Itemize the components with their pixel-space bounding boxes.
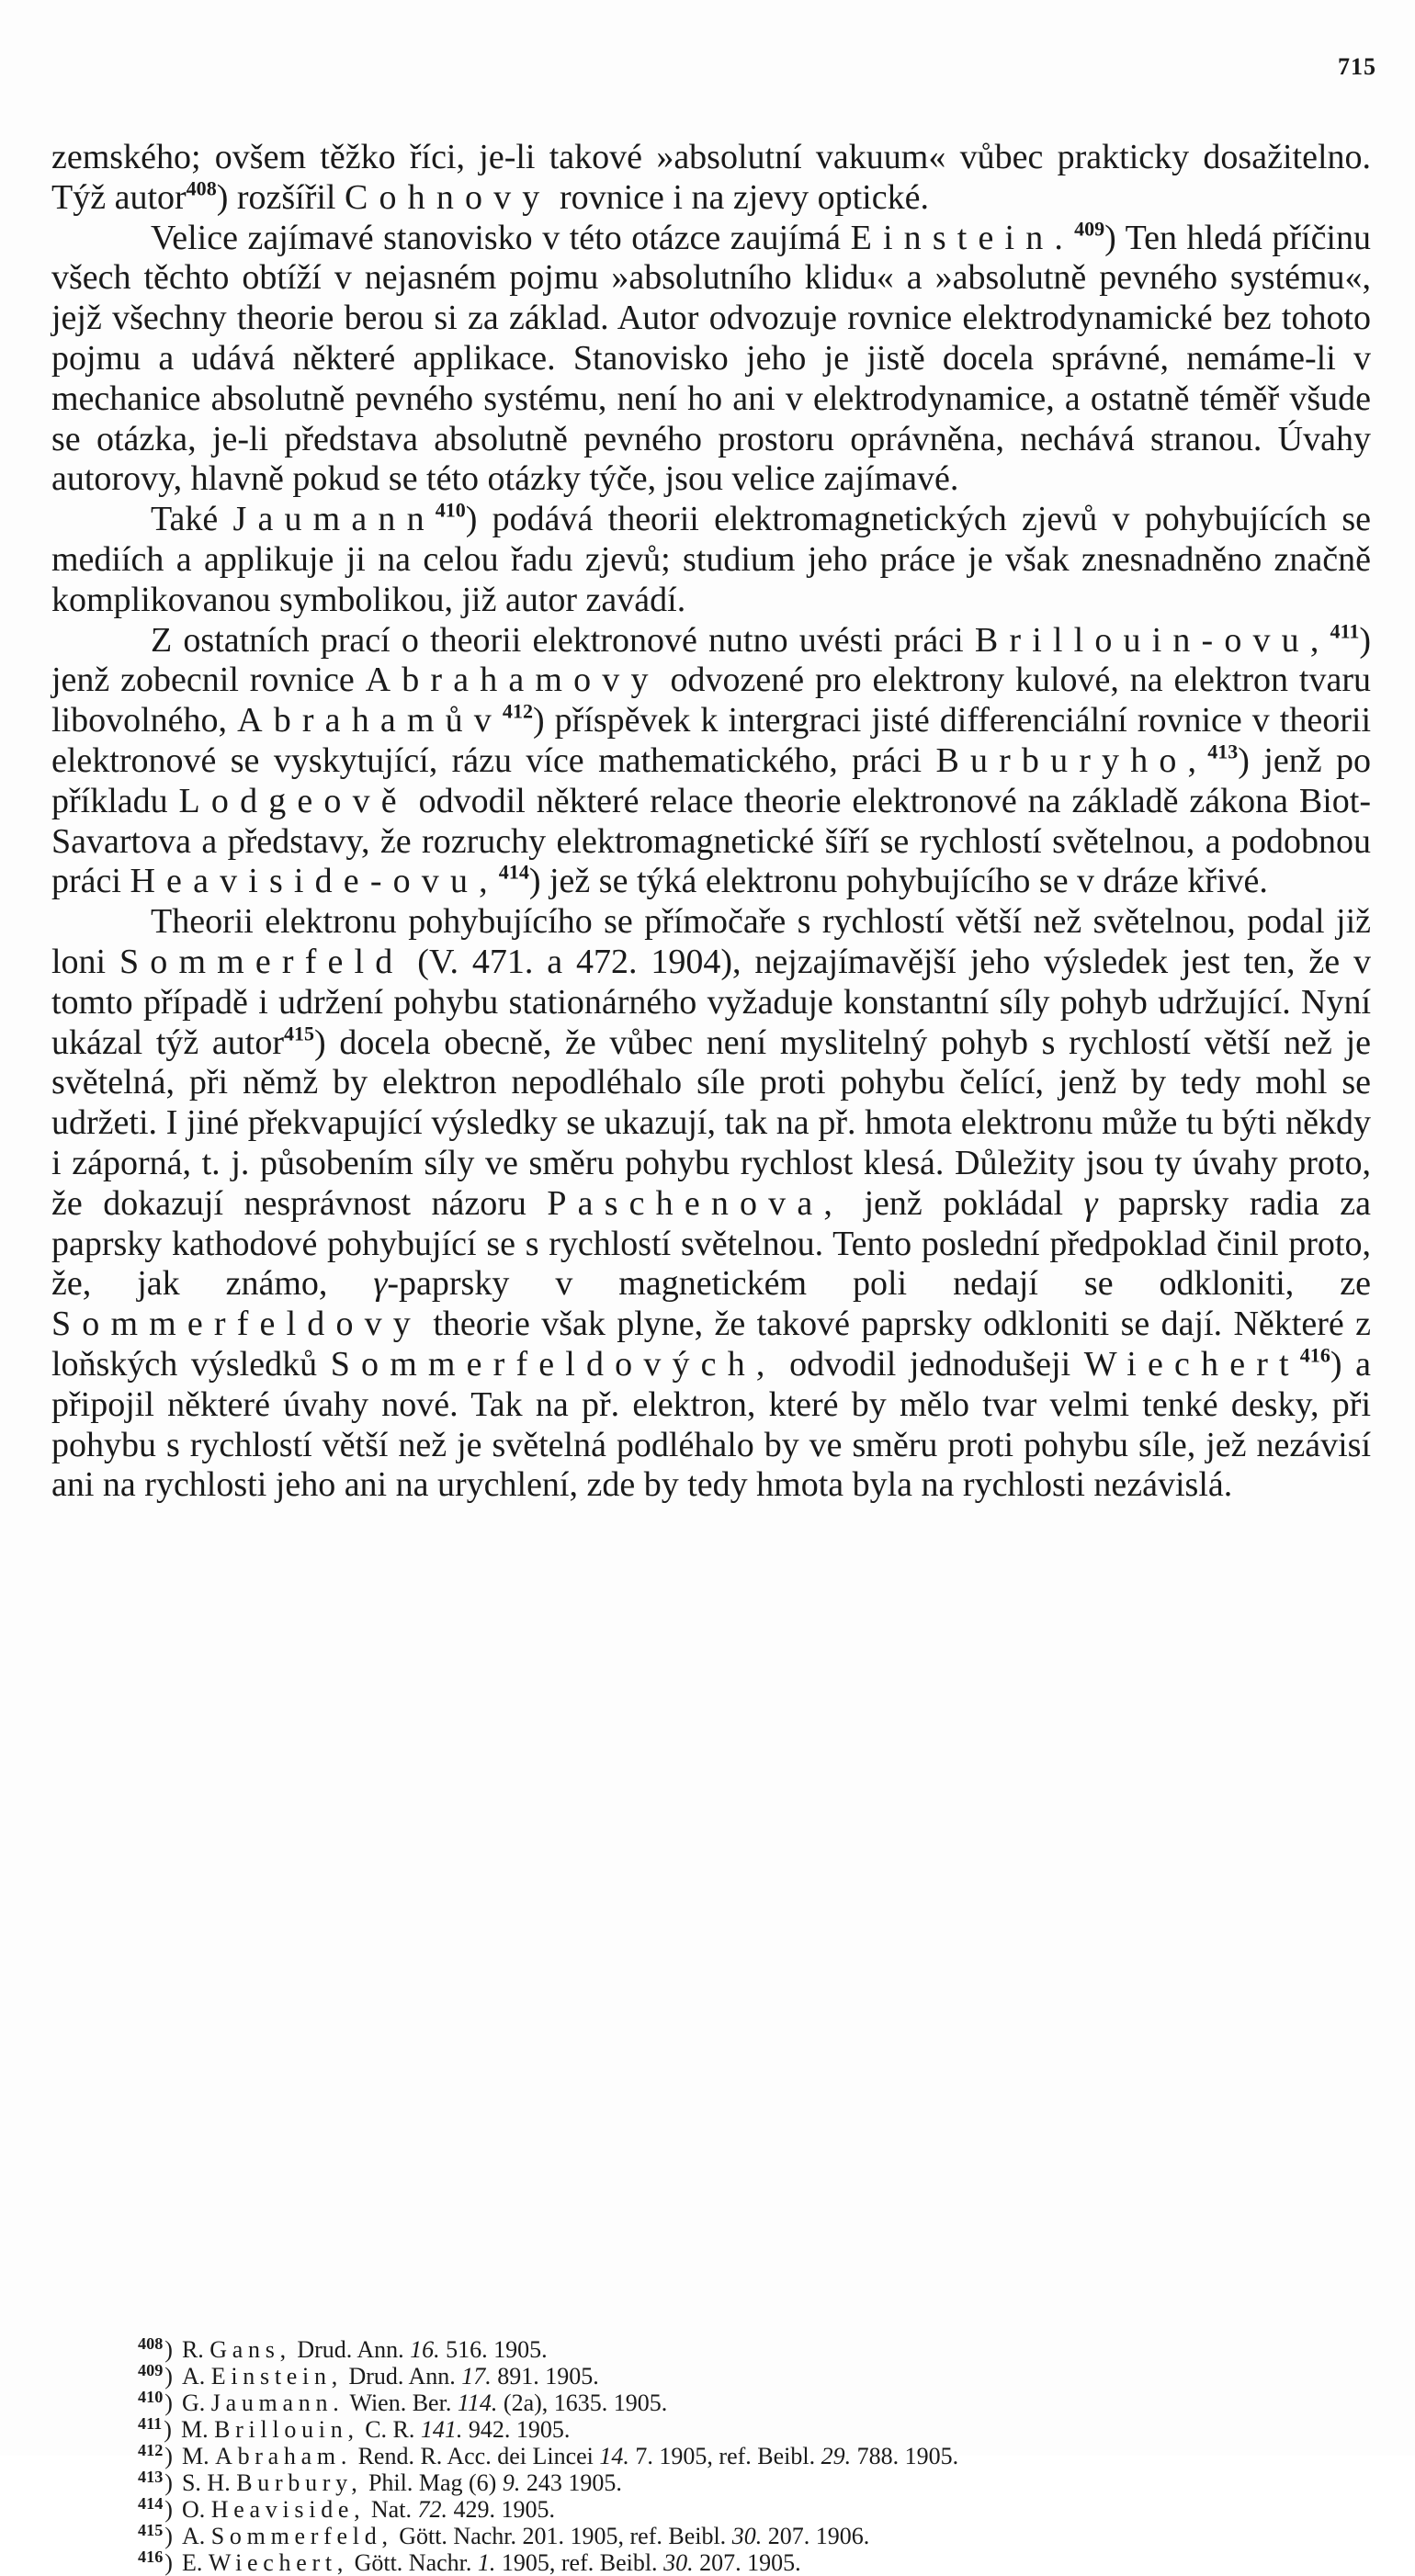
text-run: R. (181, 2336, 210, 2363)
spaced-name: Sommerfeldových, (330, 1344, 776, 1384)
text-run: ) jenž po příkladu (51, 740, 1371, 820)
text-run: 942. 1905. (462, 2416, 571, 2443)
text-run: ) rozšířil (216, 177, 345, 217)
footnote (138, 2360, 1378, 2390)
spaced-name: Einstein, (210, 2363, 343, 2390)
text-run: odvodil některé relace theorie elektronové na základě zákona Biot-Savartova a představy, že rozruchy elektromagnetické šíří se rychlostí světelnou, a podobnou práci (51, 781, 1371, 901)
spaced-name: Jaumann (232, 500, 436, 539)
footnote-paren: ) (164, 2523, 173, 2549)
text-run: -paprsky v magnetickém poli nedají se odkloniti, ze (387, 1264, 1371, 1304)
text-run: ) příspěvek k intergraci jisté differenciální rovnice v theorii elektronové se vyskytující, rázu více mathematického, práci (51, 701, 1372, 780)
text-run: paprsky radia za paprsky kathodové pohybující se s rychlostí světelnou. Tento poslední předpoklad činil proto, že, jak známo, (51, 1183, 1371, 1304)
text-run: E. (181, 2549, 209, 2576)
spaced-name: Paschenova, (547, 1183, 844, 1223)
footnote-number: 410 (138, 2387, 164, 2406)
footnote-ref: 412 (502, 699, 533, 723)
text-run: 429. 1905. (447, 2496, 555, 2523)
spaced-name: Wiechert (1083, 1344, 1300, 1384)
spaced-name: Wiechert, (208, 2549, 349, 2576)
text-run: 7. 1905, ref. Beibl. (628, 2443, 821, 2469)
spaced-name: Burburyho, (935, 740, 1208, 780)
footnote-ref: 408 (186, 176, 217, 200)
footnote-number: 414 (138, 2493, 164, 2513)
paragraph (51, 219, 1371, 501)
text-run: A. (181, 2363, 211, 2390)
text-run: jenž pokládal (843, 1183, 1084, 1223)
text-run: Rend. R. Acc. dei Lincei (352, 2443, 600, 2469)
text-run: 207. 1905. (693, 2549, 801, 2576)
footnote (138, 2549, 1378, 2576)
text-run: ) docela obecně, že vůbec není myslitelný pohyb s rychlostí větší než je světelná, při němž by elektron nepodléhalo síle proti pohybu čelící, jenž by tedy mohl se udržeti. I jiné překvapující výsledky se ukazují, tak na př. hmota elektronu může tu býti někdy i záporná, t. j. působením síly ve směru pohybu rychlost klesá. Důležity jsou ty úvahy proto, že dokazují nesprávnost názoru (51, 1022, 1371, 1223)
paragraph (51, 621, 1371, 903)
text-run: 788. 1905. (851, 2443, 959, 2469)
text-run: ) jenž zobecnil rovnice (51, 620, 1371, 700)
paragraph (51, 500, 1371, 620)
text-run: 516. 1905. (439, 2336, 548, 2363)
spaced-name: Abraham. (215, 2443, 353, 2469)
footnote-paren: ) (164, 2336, 173, 2363)
italic-text: 30. (731, 2523, 763, 2549)
text-run: 207. 1906. (762, 2523, 870, 2549)
spaced-name: Sommerfeldovy (51, 1305, 422, 1344)
footnote (138, 2387, 1378, 2416)
italic-text: 72. (417, 2496, 447, 2523)
footnote-number: 416 (138, 2547, 164, 2566)
text-run: 243 1905. (520, 2469, 622, 2496)
italic-text: 14. (599, 2443, 629, 2469)
text-run: Gött. Nachr. 201. 1905, ref. Beibl. (392, 2523, 732, 2549)
italic-text: 114. (457, 2390, 498, 2416)
italic-text: 30. (663, 2549, 694, 2576)
footnote-paren: ) (164, 2416, 172, 2443)
footnote-ref: 416 (1299, 1343, 1330, 1367)
spaced-name: Burbury, (236, 2469, 363, 2496)
footnote-number: 409 (138, 2360, 164, 2379)
text-run: ) podává theorii elektromagnetických zjevů v pohybujících se mediích a applikuje ji na celou řadu zjevů; studium jeho práce je však znesnadněno značně komplikovanou symbolikou, již autor zavádí. (51, 500, 1371, 619)
italic-text: 1. (477, 2549, 496, 2576)
footnote (138, 2333, 1378, 2363)
spaced-name: Jaumann. (210, 2390, 345, 2416)
text-run: Drud. Ann. (290, 2336, 411, 2363)
text-run: (2a), 1635. 1905. (497, 2390, 668, 2416)
footnote-ref: 411 (1330, 619, 1360, 643)
footnote (138, 2520, 1378, 2549)
italic-text: 16. (410, 2336, 440, 2363)
text-run: Theorii elektronu pohybujícího se přímočaře s rychlostí větší než světelnou, podal již loni (51, 902, 1371, 981)
text-run: O. (181, 2496, 211, 2523)
footnote (138, 2413, 1378, 2443)
footnote-paren: ) (164, 2443, 173, 2469)
footnote-number: 412 (138, 2440, 164, 2459)
footnote-paren: ) (164, 2469, 173, 2496)
spaced-name: Abrahamovy (365, 661, 660, 700)
body-text (51, 138, 1371, 1506)
text-run: Velice zajímavé stanovisko v této otázce zaujímá (151, 218, 851, 257)
footnote (138, 2493, 1378, 2523)
text-run: ) jež se týká elektronu pohybujícího se v dráze křivé. (528, 862, 1268, 901)
footnote (138, 2440, 1378, 2469)
spaced-name: Brillouin, (214, 2416, 359, 2443)
spaced-name: Gans, (209, 2336, 291, 2363)
italic-text: 29. (821, 2443, 852, 2469)
italic-text: 17. (461, 2363, 492, 2390)
text-run: Drud. Ann. (342, 2363, 462, 2390)
text-run: zemského; ovšem těžko říci, je-li takové »absolutní vakuum« vůbec prakticky dosažitelno. Týž autor (51, 138, 1371, 217)
text-run: Také (151, 500, 233, 539)
text-run: M. (181, 2443, 216, 2469)
footnote (138, 2469, 1378, 2496)
italic-text: 141. (420, 2416, 463, 2443)
text-run: Nat. (365, 2496, 418, 2523)
spaced-name: Brillouin-ovu, (974, 620, 1330, 660)
spaced-name: Lodgeově (178, 781, 408, 820)
spaced-name: Sommerfeld, (210, 2523, 393, 2549)
footnote-ref: 413 (1207, 740, 1239, 763)
text-run: G. (181, 2390, 211, 2416)
text-run: odvodil jednodušeji (775, 1344, 1084, 1384)
footnote-paren: ) (164, 2363, 173, 2390)
footnote-number: 415 (138, 2520, 164, 2539)
text-run: (V. 471. a 472. 1904), nejzajímavější jeho výsledek jest ten, že v tomto případě i udržení pohybu stationárného vyžaduje konstantní síly pohyb udržující. Nyní ukázal týž autor (51, 942, 1371, 1062)
spaced-name: Abrahamův (237, 701, 503, 740)
text-run: Gött. Nachr. (348, 2549, 478, 2576)
footnote-paren: ) (164, 2496, 173, 2523)
text-run: Wien. Ber. (344, 2390, 458, 2416)
footnote-ref: 409 (1074, 217, 1105, 241)
text-run: Phil. Mag (6) (362, 2469, 503, 2496)
text-run: C. R. (358, 2416, 421, 2443)
text-run: ) Ten hledá příčinu všech těchto obtíží v nejasném pojmu »absolutního klidu« a »absolutně pevného systému«, jejž všechny theorie berou si za základ. Autor odvozuje rovnice elektrodynamické bez tohoto pojmu a udává některé applikace. Stanovisko jeho je jistě docela správné, nemáme-li v mechanice absolutně pevného systému, není ho ani v elektrodynamice, a ostatně téměř všude se otázka, je-li představa absolutně pevného prostoru oprávněna, nechává stranou. Úvahy autorovy, hlavně pokud se této otázky týče, jsou velice zajímavé. (51, 218, 1371, 499)
spaced-name: Sommerfeld (119, 942, 404, 981)
footnote-ref: 414 (498, 861, 529, 885)
footnote-paren: ) (164, 2549, 173, 2576)
text-run: theorie však plyne, že takové paprsky odkloniti se dají. Některé z loňských výsledků (51, 1305, 1371, 1384)
text-run: odvozené pro elektrony kulové, na elektron tvaru libovolného, (51, 661, 1371, 740)
text-run: rovnice i na zjevy optické. (550, 177, 929, 217)
footnote-ref: 415 (284, 1022, 315, 1045)
text-run: A. (181, 2523, 211, 2549)
footnote-number: 408 (138, 2333, 164, 2353)
page-number: 715 (1338, 53, 1376, 80)
spaced-name: Cohnovy (345, 177, 551, 217)
footnotes (138, 2333, 1378, 2576)
paragraph (51, 902, 1371, 1506)
text-run: S. H. (181, 2469, 237, 2496)
spaced-name: Heaviside, (210, 2496, 366, 2523)
text-run: ) a připojil některé úvahy nové. Tak na př. elektron, které by mělo tvar velmi tenké desky, při pohybu s rychlostí větší než je světelná podléhalo by ve směru proti pohybu síle, jež nezávisí ani na rychlosti jeho ani na urychlení, zde by tedy hmota byla na rychlosti nezávislá. (51, 1344, 1371, 1505)
footnote-number: 413 (138, 2467, 164, 2486)
italic-text: 9. (502, 2469, 521, 2496)
spaced-name: Heaviside-ovu, (130, 862, 499, 901)
italic-text: γ (373, 1264, 388, 1304)
footnote-ref: 410 (435, 498, 466, 522)
paragraph (51, 138, 1371, 219)
text-run: M. (180, 2416, 215, 2443)
footnote-paren: ) (164, 2390, 173, 2416)
text-run: 891. 1905. (491, 2363, 599, 2390)
footnote-number: 411 (138, 2413, 163, 2433)
text-run: 1905, ref. Beibl. (495, 2549, 664, 2576)
text-run: Z ostatních prací o theorii elektronové nutno uvésti práci (151, 620, 975, 660)
spaced-name: Einstein. (850, 218, 1075, 257)
italic-text: γ (1083, 1183, 1098, 1223)
